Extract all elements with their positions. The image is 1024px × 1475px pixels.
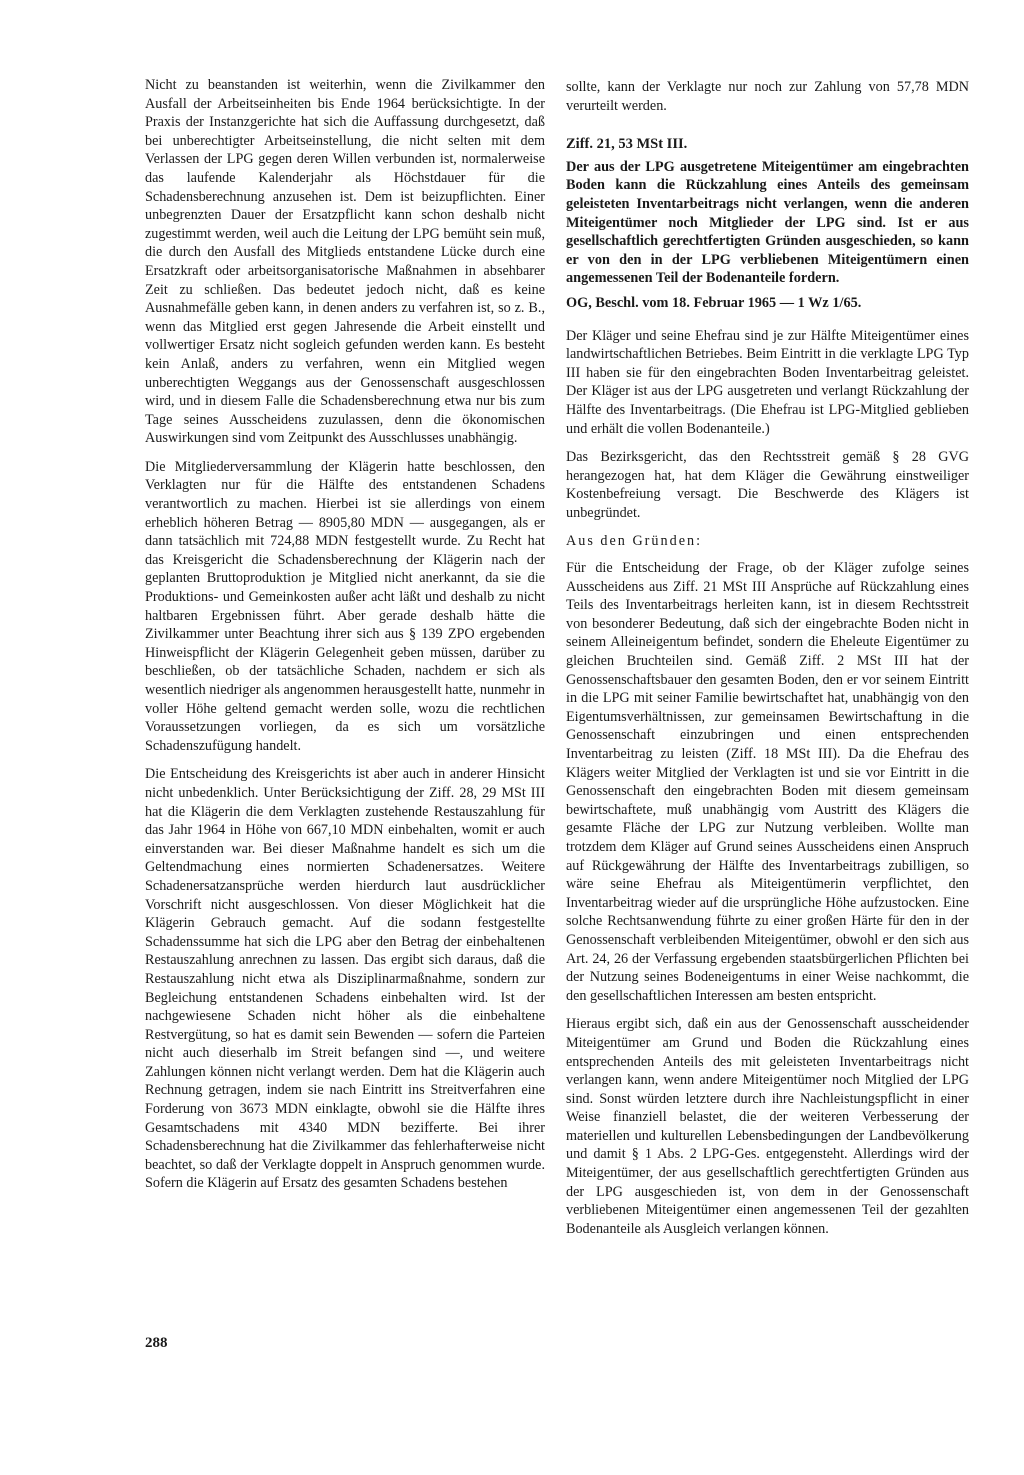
right-column: [566, 78, 969, 1248]
legal-reference: Ziff. 21, 53 MSt III.: [566, 136, 688, 153]
paragraph: Hieraus ergibt sich, daß ein aus der Genossenschaft ausscheidender Miteigentümer am Grund und Boden die Rückzahlung eines entsprechenden Anteils des mit geleisteten Inventarbeitrags nicht verlangen kann, wenn andere Miteigentümer noch Mitglied der LPG sind. Sonst würden letztere durch ihre Nachleistungspflicht in einer Weise finanziell belastet, die der weiteren Verbesserung der materiellen und kulturellen Lebensbedingungen der Landbevölkerung und damit § 1 Abs. 2 LPG-Ges. entgegensteht. Allerdings wird der Miteigentümer, der aus gesellschaftlich gerechtfertigten Gründen aus der LPG ausgeschieden ist, von dem in der Genossenschaft verbliebenen Miteigentümer einen angemessenen Teil der gezahlten Bodenanteile als Ausgleich verlangen können.: [566, 1016, 969, 1237]
left-column: [145, 76, 545, 1203]
paragraph: Das Bezirksgericht, das den Rechtsstreit gemäß § 28 GVG herangezogen hat, hat dem Kläger die Gewährung einstweiliger Kostenbefreiung versagt. Die Beschwerde des Klägers ist unbegründet.: [566, 449, 969, 521]
continuation-paragraph: sollte, kann der Verklagte nur noch zur Zahlung von 57,78 MDN verurteilt werden.: [566, 79, 969, 114]
paragraph: Der Kläger und seine Ehefrau sind je zur Hälfte Miteigentümer eines landwirtschaftlichen Betriebes. Beim Eintritt in die verklagte LPG Typ III haben sie für den eingebrachten Boden Inventarbeitrag geleistet. Der Kläger ist aus der LPG ausgetreten und verlangt Rückzahlung der Hälfte des Inventarbeitrags. (Die Ehefrau ist LPG-Mitglied geblieben und erhält die vollen Bodenanteile.): [566, 327, 969, 437]
court-citation: OG, Beschl. vom 18. Februar 1965 — 1 Wz 1/65.: [566, 294, 862, 311]
paragraph: Nicht zu beanstanden ist weiterhin, wenn die Zivilkammer den Ausfall der Arbeitseinheiten bis Ende 1964 berücksichtigte. In der Praxis der Instanzgerichte hat sich die Auffassung durchgesetzt, daß bei unberechtigter Arbeitseinstellung, die nicht selten mit dem Verlassen der LPG gegen deren Willen verbunden ist, normalerweise das laufende Kalenderjahr als Höchstdauer für die Schadensberechnung anzusehen ist. Dem ist beizupflichten. Einer unbegrenzten Dauer der Ersatzpflicht kann schon deshalb nicht zugestimmt werden, weil auch die Leitung der LPG bemüht sein muß, die durch den Ausfall des Mitglieds entstandene Lücke durch eine Ersatzkraft oder arbeitsorganisatorische Maßnahmen in absehbarer Zeit zu schließen. Das bedeutet jedoch nicht, daß es keine Ausnahmefälle geben kann, in denen anders zu verfahren ist, so z. B., wenn das Mitglied erst gegen Jahresende die Arbeit einstellt und vollwertiger Ersatz nicht sogleich gefunden werden kann. Es besteht kein Anlaß, anders zu verfahren, wenn ein Mitglied wegen unberechtigten Weggangs aus der Genossenschaft ausgeschlossen wird, und in diesem Falle die Schadensberechnung etwa nur bis zum Tage seines Ausscheidens zuzulassen, denn die ökonomischen Auswirkungen sind vom Zeitpunkt des Ausschlusses unabhängig.: [145, 77, 545, 447]
paragraph: Für die Entscheidung der Frage, ob der Kläger zufolge seines Ausscheidens aus Ziff. 21 MSt III Ansprüche auf Rückzahlung eines Teils des Inventarbeitrags herleiten kann, ist in diesem Rechtsstreit von besonderer Bedeutung, daß sich der eingebrachte Boden nicht in seinem Alleineigentum befindet, sondern die Eheleute Eigentümer zu gleichen Bruchteilen sind. Gemäß Ziff. 2 MSt III hat der Genossenschaftsbauer den gesamten Boden, den er vor seinem Eintritt in die LPG mit seiner Familie bewirtschaftet hat, unabhängig von den Eigentumsverhältnissen, zur gemeinsamen Bewirtschaftung in die Genossenschaft einzubringen und einen entsprechenden Inventarbeitrag zu leisten (Ziff. 18 MSt III). Da die Ehefrau des Klägers weiter Mitglied der Verklagten ist und sie vor Eintritt in die Genossenschaft den eingebrachten Boden mit diesem gemeinsam bewirtschaftete, muß unabhängig vom Austritt des Klägers die gesamte Fläche der LPG zur Nutzung verbleiben. Wollte man trotzdem dem Kläger auf Grund seines Ausscheidens einen Anspruch auf Rückgewährung der Hälfte des Inventarbeitrags zubilligen, so wäre seine Ehefrau als Miteigentümerin verpflichtet, den Inventarbeitrag wieder auf die ursprüngliche Höhe aufzustocken. Eine solche Rechtsanwendung führte zu einer großen Härte für den in der Genossenschaft verbleibenden Miteigentümer, obwohl er den sich aus Art. 24, 26 der Verfassung ergebenden staatsbürgerlichen Pflichten bei der Nutzung seines Bodeneigentums in einer Weise nachkommt, die den gesellschaftlichen Interessen am besten entspricht.: [566, 560, 969, 1004]
headnote: Der aus der LPG ausgetretene Miteigentümer am eingebrachten Boden kann die Rückzahlung eines Anteils des gemeinsam geleisteten Inventarbeitrags nicht verlangen, wenn die anderen Miteigentümer noch Mitglieder der LPG sind. Ist er aus gesellschaftlich gerechtfertigten Gründen ausgeschieden, so kann er von den in der LPG verbliebenen Miteigentümern einen angemessenen Teil der Bodenanteile fordern.: [566, 158, 969, 287]
paragraph: Die Entscheidung des Kreisgerichts ist aber auch in anderer Hinsicht nicht unbedenklich. Unter Berücksichtigung der Ziff. 28, 29 MSt III hat die Klägerin die dem Verklagten zustehende Restauszahlung für das Jahr 1964 in Höhe von 667,10 MDN einbehalten, womit er auch einverstanden war. Bei dieser Maßnahme handelt es sich um die Geltendmachung eines normierten Schadenersatzes. Weitere Schadenersatzansprüche werden hierdurch laut ausdrücklicher Vorschrift nicht ausgeschlossen. Von dieser Möglichkeit hat die Klägerin Gebrauch gemacht. Auf die sodann festgestellte Schadenssumme hat sich die LPG aber den Betrag der einbehaltenen Restauszahlung anrechnen zu lassen. Das ergibt sich daraus, daß die Restauszahlung nicht etwa als Disziplinarmaßnahme, sondern zur Begleichung entstandenen Schadens einbehalten wird. Ist der nachgewiesene Schaden nicht höher als die einbehaltene Restvergütung, so hat es damit sein Bewenden — sofern die Parteien nicht auch dieserhalb im Streit befangen sind —, und weitere Zahlungen können nicht verlangt werden. Dem hat die Klägerin auch Rechnung getragen, indem sie nach Eintritt ins Streitverfahren eine Forderung von 3673 MDN einklagte, obwohl sie die Hälfte ihres Gesamtschadens mit 4340 MDN bezifferte. Bei ihrer Schadensberechnung hat die Zivilkammer das fehlerhafterweise nicht beachtet, so daß der Verklagte doppelt in Anspruch genommen wurde. Sofern die Klägerin auf Ersatz des gesamten Schadens bestehen: [145, 766, 545, 1192]
paragraph: Die Mitgliederversammlung der Klägerin hatte beschlossen, den Verklagten nur für die Hälfte des entstandenen Schadens verantwortlich zu machen. Hierbei ist sie allerdings von einem erheblich höheren Betrag — 8905,80 MDN — ausgegangen, als er dann tatsächlich mit 724,88 MDN festgestellt wurde. Zu Recht hat das Kreisgericht die Schadensberechnung der Klägerin nach der geplanten Bruttoproduktion je Mitglied nicht anerkannt, da sie die Produktions- und Gemeinkosten außer acht läßt und deshalb zu nicht haltbaren Ergebnissen führt. Aber gerade deshalb hätte die Zivilkammer unter Beachtung ihrer sich aus § 139 ZPO ergebenden Hinweispflicht der Klägerin Gelegenheit geben müssen, darüber zu beschließen, ob der tatsächliche Schaden, nachdem er sich als wesentlich niedriger als angenommen herausgestellt hatte, nunmehr in voller Höhe geltend gemacht werden solle, wozu die rechtlichen Voraussetzungen vorliegen, da es sich um vorsätzliche Schadenszufügung handelt.: [145, 458, 545, 754]
page-number: 288: [145, 1335, 168, 1351]
grounds-heading: Aus den Gründen:: [566, 533, 703, 550]
